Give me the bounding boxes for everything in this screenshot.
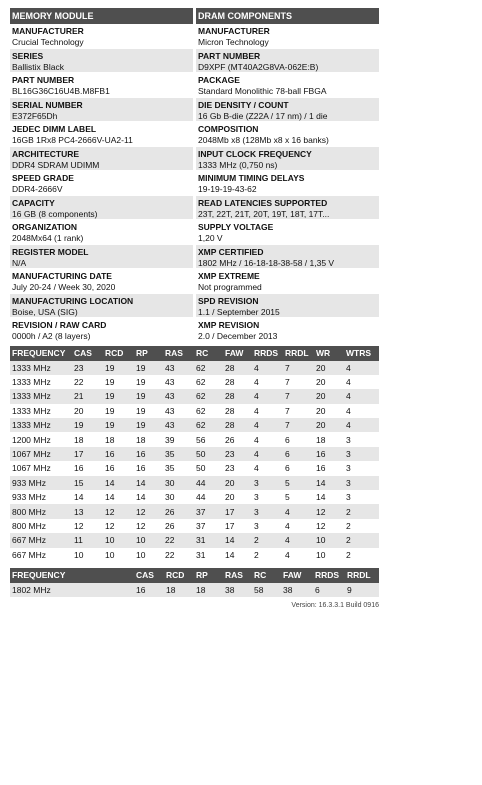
field-value: Standard Monolithic 78-ball FBGA xyxy=(198,86,327,96)
memory-module-field xyxy=(10,49,193,74)
table-cell: 12 xyxy=(134,504,163,518)
table-cell: 11 xyxy=(72,533,103,547)
table-cell: 62 xyxy=(194,418,223,432)
column-header: WR xyxy=(314,346,344,361)
table-cell: 18 xyxy=(194,583,223,597)
table-cell: 4 xyxy=(283,504,314,518)
table-cell: 1067 MHz xyxy=(10,447,72,461)
field-value: 2048Mx64 (1 rank) xyxy=(12,233,84,243)
dram-field xyxy=(196,318,379,343)
table-cell: 28 xyxy=(223,375,252,389)
field-label: COMPOSITION xyxy=(198,124,259,134)
field-label: DIE DENSITY / COUNT xyxy=(198,99,289,110)
table-cell: 20 xyxy=(223,476,252,490)
column-header: RRDL xyxy=(283,346,314,361)
table-cell: 1200 MHz xyxy=(10,432,72,446)
table-cell: 4 xyxy=(344,389,379,403)
field-value: July 20-24 / Week 30, 2020 xyxy=(12,282,116,292)
table-cell: 20 xyxy=(314,389,344,403)
field-label: XMP CERTIFIED xyxy=(198,246,264,257)
table-cell: 12 xyxy=(134,519,163,533)
field-value: E372F65Dh xyxy=(12,110,58,121)
table-cell: 1067 MHz xyxy=(10,461,72,475)
table-cell: 50 xyxy=(194,447,223,461)
column-header: RRDS xyxy=(252,346,283,361)
table-cell: 62 xyxy=(194,361,223,375)
table-cell: 2 xyxy=(344,504,379,518)
table-row xyxy=(10,519,379,533)
table-cell: 19 xyxy=(103,389,134,403)
field-value: 16 GB (8 components) xyxy=(12,208,98,219)
dram-field xyxy=(196,220,379,245)
field-label: MANUFACTURER xyxy=(198,26,270,36)
table-cell: 22 xyxy=(72,375,103,389)
field-label: SERIAL NUMBER xyxy=(12,99,83,110)
table-cell: 16 xyxy=(134,447,163,461)
table-cell: 20 xyxy=(314,404,344,418)
xmp-timings-table xyxy=(10,568,379,597)
column-header: RP xyxy=(194,568,223,583)
memory-module-field xyxy=(10,171,193,196)
table-cell: 14 xyxy=(103,476,134,490)
field-value: DDR4-2666V xyxy=(12,184,63,194)
field-value: 19-19-19-43-62 xyxy=(198,184,257,194)
column-header: WTRS xyxy=(344,346,379,361)
table-cell: 17 xyxy=(223,519,252,533)
table-cell: 2 xyxy=(252,548,283,562)
memory-module-field xyxy=(10,24,193,49)
field-value: 16 Gb B-die (Z22A / 17 nm) / 1 die xyxy=(198,110,328,121)
field-value: 1333 MHz (0,750 ns) xyxy=(198,159,278,170)
table-cell: 10 xyxy=(314,548,344,562)
table-cell: 14 xyxy=(134,476,163,490)
field-value: 1802 MHz / 16-18-18-38-58 / 1,35 V xyxy=(198,257,335,268)
table-cell: 4 xyxy=(283,519,314,533)
field-value: Ballistix Black xyxy=(12,61,64,72)
dram-field xyxy=(196,269,379,294)
dram-field xyxy=(196,122,379,147)
memory-module-field xyxy=(10,294,193,319)
column-header: RCD xyxy=(164,568,194,583)
dram-field xyxy=(196,245,379,270)
table-cell: 12 xyxy=(103,504,134,518)
column-header: RC xyxy=(252,568,281,583)
table-cell: 4 xyxy=(252,375,283,389)
table-cell: 14 xyxy=(314,490,344,504)
field-label: JEDEC DIMM LABEL xyxy=(12,124,97,134)
table-cell: 800 MHz xyxy=(10,519,72,533)
table-cell: 20 xyxy=(314,361,344,375)
table-cell: 3 xyxy=(344,432,379,446)
table-cell: 1333 MHz xyxy=(10,375,72,389)
dram-components-header: DRAM COMPONENTS xyxy=(196,8,379,24)
field-label: MINIMUM TIMING DELAYS xyxy=(198,173,305,183)
table-cell: 62 xyxy=(194,375,223,389)
table-cell: 3 xyxy=(344,476,379,490)
table-cell: 19 xyxy=(134,389,163,403)
table-row xyxy=(10,432,379,446)
table-cell: 4 xyxy=(344,418,379,432)
field-label: MANUFACTURING LOCATION xyxy=(12,295,134,306)
table-cell: 3 xyxy=(252,476,283,490)
table-cell: 10 xyxy=(134,548,163,562)
field-label: MANUFACTURING DATE xyxy=(12,271,112,281)
table-cell: 43 xyxy=(163,418,194,432)
column-header: FAW xyxy=(223,346,252,361)
field-label: PART NUMBER xyxy=(12,75,75,85)
table-cell: 37 xyxy=(194,504,223,518)
memory-module-field xyxy=(10,122,193,147)
dram-field xyxy=(196,147,379,172)
table-cell: 2 xyxy=(252,533,283,547)
field-value: 0000h / A2 (8 layers) xyxy=(12,331,91,341)
table-cell: 26 xyxy=(163,519,194,533)
table-cell: 14 xyxy=(134,490,163,504)
field-value: 16GB 1Rx8 PC4-2666V-UA2-11 xyxy=(12,135,133,145)
version-label: Version: 16.3.3.1 Build 0916 xyxy=(291,602,379,610)
table-cell: 37 xyxy=(194,519,223,533)
table-cell: 2 xyxy=(344,519,379,533)
table-cell: 10 xyxy=(134,533,163,547)
memory-module-field xyxy=(10,98,193,123)
table-cell: 35 xyxy=(163,447,194,461)
xmp-header-row xyxy=(10,568,379,583)
jedec-body xyxy=(10,361,379,562)
table-cell: 38 xyxy=(281,583,313,597)
table-cell: 16 xyxy=(72,461,103,475)
field-label: ORGANIZATION xyxy=(12,222,78,232)
table-cell: 3 xyxy=(252,519,283,533)
field-label: INPUT CLOCK FREQUENCY xyxy=(198,148,312,159)
spd-report xyxy=(10,8,379,609)
table-cell: 14 xyxy=(72,490,103,504)
field-label: SPEED GRADE xyxy=(12,173,74,183)
table-cell: 18 xyxy=(103,432,134,446)
table-cell: 30 xyxy=(163,476,194,490)
field-value: 1.1 / September 2015 xyxy=(198,306,280,317)
field-value: Not programmed xyxy=(198,282,262,292)
memory-module-field xyxy=(10,196,193,221)
table-row xyxy=(10,375,379,389)
table-cell: 5 xyxy=(283,490,314,504)
table-row xyxy=(10,461,379,475)
table-cell: 6 xyxy=(283,447,314,461)
dram-field xyxy=(196,98,379,123)
table-cell: 31 xyxy=(194,548,223,562)
dram-components-column xyxy=(196,8,379,343)
table-cell: 16 xyxy=(134,461,163,475)
table-cell: 22 xyxy=(163,548,194,562)
table-cell: 30 xyxy=(163,490,194,504)
memory-module-field xyxy=(10,220,193,245)
table-cell: 4 xyxy=(283,533,314,547)
table-cell: 19 xyxy=(103,418,134,432)
table-cell: 18 xyxy=(164,583,194,597)
field-label: XMP REVISION xyxy=(198,320,260,330)
table-cell: 7 xyxy=(283,361,314,375)
column-header: RAS xyxy=(163,346,194,361)
table-cell: 50 xyxy=(194,461,223,475)
field-value: 23T, 22T, 21T, 20T, 19T, 18T, 17T... xyxy=(198,208,330,219)
memory-module-field xyxy=(10,269,193,294)
column-header: CAS xyxy=(72,346,103,361)
table-cell: 10 xyxy=(103,533,134,547)
table-cell: 6 xyxy=(283,432,314,446)
table-cell: 7 xyxy=(283,375,314,389)
dram-field xyxy=(196,49,379,74)
dram-field xyxy=(196,196,379,221)
table-cell: 18 xyxy=(134,432,163,446)
table-cell: 56 xyxy=(194,432,223,446)
jedec-timings-table xyxy=(10,346,379,562)
table-row xyxy=(10,476,379,490)
table-cell: 667 MHz xyxy=(10,533,72,547)
field-label: XMP EXTREME xyxy=(198,271,260,281)
jedec-header-row xyxy=(10,346,379,361)
table-cell: 19 xyxy=(134,375,163,389)
memory-module-field xyxy=(10,245,193,270)
column-header: FREQUENCY xyxy=(10,346,72,361)
field-label: SUPPLY VOLTAGE xyxy=(198,222,274,232)
table-cell: 35 xyxy=(163,461,194,475)
table-cell: 3 xyxy=(252,504,283,518)
table-cell: 44 xyxy=(194,490,223,504)
table-cell: 4 xyxy=(344,375,379,389)
column-header: RAS xyxy=(223,568,252,583)
table-cell: 19 xyxy=(134,404,163,418)
table-cell: 23 xyxy=(72,361,103,375)
field-label: ARCHITECTURE xyxy=(12,148,80,159)
table-cell: 1333 MHz xyxy=(10,389,72,403)
table-cell: 4 xyxy=(344,404,379,418)
table-cell: 19 xyxy=(103,361,134,375)
dram-field xyxy=(196,24,379,49)
table-cell: 19 xyxy=(103,404,134,418)
table-cell: 3 xyxy=(252,490,283,504)
field-label: CAPACITY xyxy=(12,197,55,208)
field-value: BL16G36C16U4B.M8FB1 xyxy=(12,86,110,96)
table-cell: 43 xyxy=(163,375,194,389)
field-value: 2048Mb x8 (128Mb x8 x 16 banks) xyxy=(198,135,329,145)
table-cell: 26 xyxy=(223,432,252,446)
column-header: FAW xyxy=(281,568,313,583)
table-cell: 43 xyxy=(163,361,194,375)
table-cell: 20 xyxy=(223,490,252,504)
field-label: MANUFACTURER xyxy=(12,26,84,36)
field-value: Micron Technology xyxy=(198,37,269,47)
table-cell: 4 xyxy=(283,548,314,562)
table-cell: 62 xyxy=(194,389,223,403)
table-cell: 17 xyxy=(223,504,252,518)
table-cell: 3 xyxy=(344,447,379,461)
table-cell: 22 xyxy=(163,533,194,547)
table-cell: 4 xyxy=(344,361,379,375)
column-header: RP xyxy=(134,346,163,361)
table-cell: 667 MHz xyxy=(10,548,72,562)
field-value: 1,20 V xyxy=(198,233,223,243)
table-cell: 933 MHz xyxy=(10,476,72,490)
table-cell: 1333 MHz xyxy=(10,418,72,432)
table-cell: 43 xyxy=(163,404,194,418)
table-cell: 17 xyxy=(72,447,103,461)
field-value: Boise, USA (SIG) xyxy=(12,306,78,317)
table-cell: 12 xyxy=(314,504,344,518)
column-header: RCD xyxy=(103,346,134,361)
table-cell: 933 MHz xyxy=(10,490,72,504)
table-cell: 16 xyxy=(103,447,134,461)
dram-field xyxy=(196,294,379,319)
column-header: FREQUENCY xyxy=(10,568,134,583)
table-cell: 12 xyxy=(72,519,103,533)
table-cell: 7 xyxy=(283,418,314,432)
table-cell: 7 xyxy=(283,389,314,403)
table-row xyxy=(10,361,379,375)
table-cell: 1333 MHz xyxy=(10,361,72,375)
table-cell: 6 xyxy=(313,583,345,597)
table-row xyxy=(10,548,379,562)
table-row xyxy=(10,504,379,518)
table-cell: 28 xyxy=(223,404,252,418)
table-row xyxy=(10,447,379,461)
table-cell: 44 xyxy=(194,476,223,490)
table-cell: 28 xyxy=(223,418,252,432)
table-cell: 18 xyxy=(314,432,344,446)
memory-module-field xyxy=(10,73,193,98)
table-cell: 20 xyxy=(314,375,344,389)
table-cell: 4 xyxy=(252,447,283,461)
field-label: SERIES xyxy=(12,50,44,61)
table-cell: 3 xyxy=(344,490,379,504)
table-cell: 43 xyxy=(163,389,194,403)
column-header: CAS xyxy=(134,568,164,583)
table-row xyxy=(10,418,379,432)
table-cell: 4 xyxy=(252,461,283,475)
table-cell: 23 xyxy=(223,447,252,461)
dram-field xyxy=(196,73,379,98)
field-label: REVISION / RAW CARD xyxy=(12,320,107,330)
table-cell: 14 xyxy=(223,548,252,562)
table-cell: 10 xyxy=(103,548,134,562)
table-cell: 800 MHz xyxy=(10,504,72,518)
field-label: SPD REVISION xyxy=(198,295,259,306)
table-cell: 10 xyxy=(72,548,103,562)
memory-module-column xyxy=(10,8,193,343)
table-cell: 1802 MHz xyxy=(10,583,134,597)
table-cell: 19 xyxy=(134,418,163,432)
table-cell: 20 xyxy=(72,404,103,418)
field-value: DDR4 SDRAM UDIMM xyxy=(12,159,100,170)
table-cell: 26 xyxy=(163,504,194,518)
column-header: RC xyxy=(194,346,223,361)
table-cell: 39 xyxy=(163,432,194,446)
table-cell: 19 xyxy=(72,418,103,432)
table-cell: 4 xyxy=(252,432,283,446)
field-value: D9XPF (MT40A2G8VA-062E:B) xyxy=(198,61,319,72)
table-cell: 31 xyxy=(194,533,223,547)
table-row xyxy=(10,533,379,547)
table-row xyxy=(10,389,379,403)
table-cell: 2 xyxy=(344,548,379,562)
column-header: RRDS xyxy=(313,568,345,583)
field-label: REGISTER MODEL xyxy=(12,246,89,257)
table-cell: 4 xyxy=(252,404,283,418)
memory-module-field xyxy=(10,147,193,172)
table-cell: 16 xyxy=(134,583,164,597)
memory-module-header: MEMORY MODULE xyxy=(10,8,193,24)
table-cell: 16 xyxy=(314,461,344,475)
table-cell: 4 xyxy=(252,418,283,432)
table-cell: 38 xyxy=(223,583,252,597)
spd-columns xyxy=(10,8,379,343)
table-cell: 1333 MHz xyxy=(10,404,72,418)
field-label: READ LATENCIES SUPPORTED xyxy=(198,197,328,208)
table-cell: 16 xyxy=(103,461,134,475)
table-cell: 18 xyxy=(72,432,103,446)
table-cell: 10 xyxy=(314,533,344,547)
table-cell: 19 xyxy=(134,361,163,375)
dram-field xyxy=(196,171,379,196)
table-cell: 58 xyxy=(252,583,281,597)
table-cell: 9 xyxy=(345,583,379,597)
table-cell: 2 xyxy=(344,533,379,547)
table-cell: 14 xyxy=(223,533,252,547)
table-cell: 14 xyxy=(314,476,344,490)
table-cell: 7 xyxy=(283,404,314,418)
column-header: RRDL xyxy=(345,568,379,583)
table-cell: 62 xyxy=(194,404,223,418)
table-cell: 19 xyxy=(103,375,134,389)
field-label: PACKAGE xyxy=(198,75,240,85)
field-value: 2.0 / December 2013 xyxy=(198,331,278,341)
table-cell: 20 xyxy=(314,418,344,432)
table-cell: 21 xyxy=(72,389,103,403)
memory-module-field xyxy=(10,318,193,343)
table-cell: 15 xyxy=(72,476,103,490)
field-value: N/A xyxy=(12,257,27,268)
table-cell: 12 xyxy=(103,519,134,533)
table-cell: 6 xyxy=(283,461,314,475)
table-cell: 14 xyxy=(103,490,134,504)
table-cell: 13 xyxy=(72,504,103,518)
table-cell: 16 xyxy=(314,447,344,461)
table-cell: 5 xyxy=(283,476,314,490)
field-label: PART NUMBER xyxy=(198,50,261,61)
table-cell: 28 xyxy=(223,361,252,375)
table-cell: 3 xyxy=(344,461,379,475)
xmp-body xyxy=(10,583,379,597)
table-cell: 12 xyxy=(314,519,344,533)
table-row xyxy=(10,404,379,418)
table-cell: 28 xyxy=(223,389,252,403)
field-value: Crucial Technology xyxy=(12,37,84,47)
table-row xyxy=(10,490,379,504)
table-cell: 4 xyxy=(252,389,283,403)
table-row xyxy=(10,583,379,597)
table-cell: 4 xyxy=(252,361,283,375)
table-cell: 23 xyxy=(223,461,252,475)
